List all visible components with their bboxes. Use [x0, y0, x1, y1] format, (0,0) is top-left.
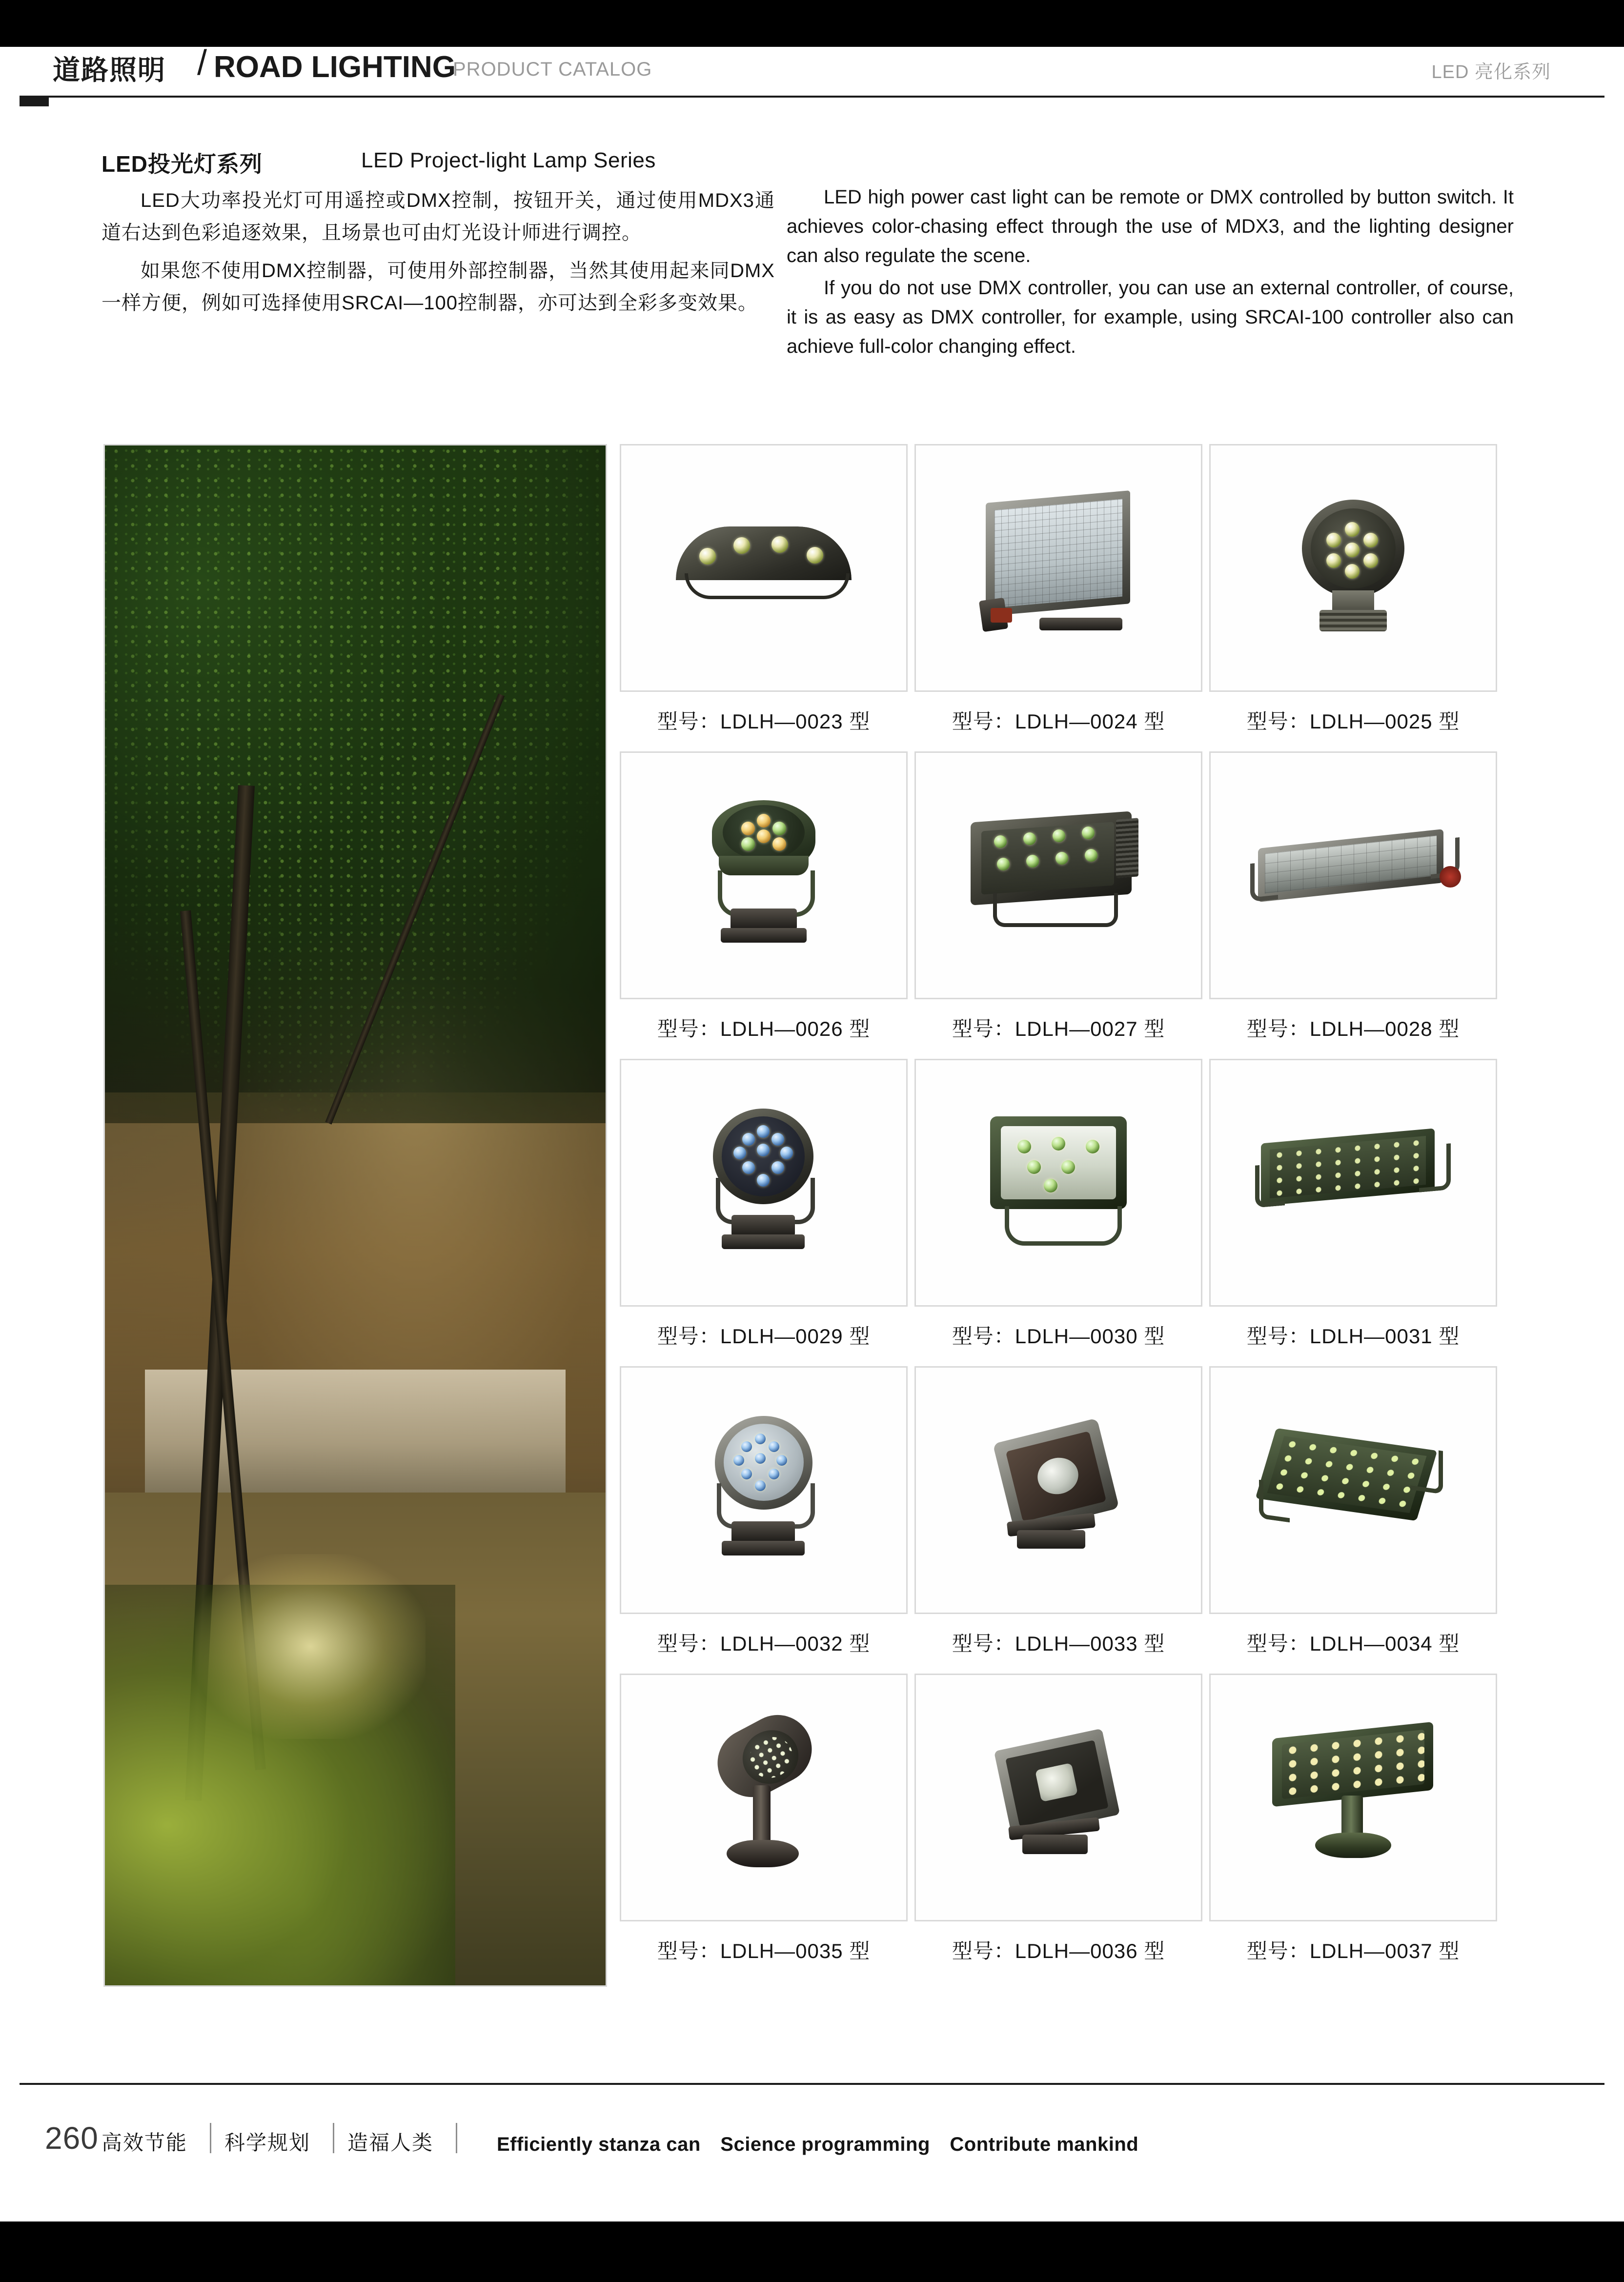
footer-black-bar	[0, 2221, 1624, 2282]
product-cell[interactable]	[620, 1059, 908, 1366]
lamp-tilt-lens	[978, 1417, 1139, 1563]
product-image-frame	[620, 751, 908, 999]
product-cell[interactable]	[620, 1366, 908, 1674]
footer-divider	[20, 2083, 1604, 2085]
product-caption: 型号：LDLH—0031 型	[1246, 1325, 1460, 1348]
product-cell[interactable]	[914, 1366, 1202, 1674]
hero-photo	[103, 444, 607, 1987]
product-image-frame	[1209, 751, 1497, 999]
product-caption: 型号：LDLH—0032 型	[657, 1632, 871, 1655]
intro-en-paragraph-2: If you do not use DMX controller, you can use an external controller, of course, it is as easy as DMX controller, for example, using SRCAI-100 controller also can achieve full-color changing effect.	[787, 277, 1514, 357]
product-image-frame	[914, 1366, 1202, 1614]
lamp-spot-stand	[695, 1717, 832, 1878]
product-caption: 型号：LDLH—0030 型	[952, 1325, 1165, 1348]
product-image-frame	[914, 444, 1202, 692]
product-caption: 型号：LDLH—0026 型	[657, 1017, 871, 1040]
product-grid	[620, 444, 1498, 1981]
footer-separator-3	[456, 2123, 457, 2153]
product-caption: 型号：LDLH—0036 型	[952, 1939, 1165, 1962]
lamp-wall-washer	[1243, 819, 1463, 931]
header-title-zh: 道路照明	[53, 55, 166, 85]
footer-separator-2	[333, 2123, 334, 2153]
product-caption: 型号：LDLH—0027 型	[952, 1017, 1165, 1040]
header-divider	[20, 96, 1604, 98]
footer-separator-1	[210, 2123, 211, 2153]
product-cell[interactable]	[1209, 1366, 1497, 1674]
product-image-frame	[1209, 1674, 1497, 1921]
product-cell[interactable]	[1209, 1059, 1497, 1366]
product-image-frame	[914, 1674, 1202, 1921]
product-caption: 型号：LDLH—0029 型	[657, 1325, 871, 1348]
header-title-en: ROAD LIGHTING	[214, 50, 456, 84]
product-image-frame	[620, 444, 908, 692]
product-caption: 型号：LDLH—0023 型	[657, 710, 871, 733]
product-caption: 型号：LDLH—0037 型	[1246, 1939, 1460, 1962]
header-series-label: LED 亮化系列	[1431, 62, 1551, 82]
product-caption: 型号：LDLH—0033 型	[952, 1632, 1165, 1655]
hero-tree-canopy	[103, 444, 607, 1123]
section-title-zh: LED投光灯系列	[102, 151, 263, 177]
page-number: 260	[45, 2120, 99, 2156]
lamp-green-array	[1248, 1429, 1458, 1551]
product-cell[interactable]	[620, 444, 908, 751]
product-caption: 型号：LDLH—0024 型	[952, 710, 1165, 733]
header-black-bar	[0, 0, 1624, 47]
header-divider-cap	[20, 96, 49, 106]
hero-leaf-texture	[103, 444, 607, 1123]
product-image-frame	[620, 1366, 908, 1614]
intro-zh-paragraph-2: 如果您不使用DMX控制器，可使用外部控制器，当然其使用起来同DMX一样方便，例如可选择使用SRCAI—100控制器，亦可达到全彩多变效果。	[102, 260, 775, 314]
lamp-slim-flood	[980, 1724, 1137, 1871]
intro-chinese-column	[102, 184, 775, 325]
header-subtitle-en: PRODUCT CATALOG	[453, 59, 652, 80]
header-slash: /	[197, 43, 207, 82]
intro-en-paragraph-1: LED high power cast light can be remote or DMX controlled by button switch. It achieves color-chasing effect through the use of MDX3, and the lighting designer can also regulate the scene.	[787, 186, 1514, 266]
product-row	[620, 751, 1498, 1059]
page-footer	[0, 2058, 1624, 2282]
lamp-round-9led	[1287, 495, 1419, 641]
product-image-frame	[620, 1059, 908, 1307]
intro-english-column	[787, 182, 1514, 364]
product-caption: 型号：LDLH—0028 型	[1246, 1017, 1460, 1040]
lamp-array-stand	[1256, 1724, 1451, 1871]
product-image-frame	[914, 751, 1202, 999]
product-cell[interactable]	[914, 444, 1202, 751]
lamp-square-9led	[971, 1110, 1146, 1256]
product-image-frame	[914, 1059, 1202, 1307]
footer-slogan-2: 科学规划	[224, 2131, 311, 2154]
product-row	[620, 1059, 1498, 1366]
footer-slogan-3: 造福人类	[347, 2131, 434, 2154]
product-row	[620, 1366, 1498, 1674]
lamp-box-12led	[961, 807, 1156, 944]
section-title-en: LED Project-light Lamp Series	[361, 148, 656, 172]
product-cell[interactable]	[914, 751, 1202, 1059]
lamp-bar-36led	[1248, 1119, 1458, 1246]
product-caption: 型号：LDLH—0035 型	[657, 1939, 871, 1962]
product-cell[interactable]	[914, 1059, 1202, 1366]
product-cell[interactable]	[1209, 751, 1497, 1059]
product-cell[interactable]	[620, 751, 908, 1059]
product-image-frame	[1209, 1059, 1497, 1307]
product-image-frame	[620, 1674, 908, 1921]
lamp-round-amber	[690, 797, 837, 953]
product-cell[interactable]	[620, 1674, 908, 1981]
hero-ground-light-glow	[195, 1554, 426, 1739]
product-cell[interactable]	[1209, 1674, 1497, 1981]
product-row	[620, 444, 1498, 751]
product-caption: 型号：LDLH—0025 型	[1246, 710, 1460, 733]
intro-zh-paragraph-1: LED大功率投光灯可用遥控或DMX控制，按钮开关，通过使用MDX3通道右达到色彩追逐效果，且场景也可由灯光设计师进行调控。	[102, 190, 775, 243]
product-image-frame	[1209, 1366, 1497, 1614]
product-row	[620, 1674, 1498, 1981]
product-cell[interactable]	[1209, 444, 1497, 751]
lamp-round-blue	[690, 1105, 837, 1261]
product-caption: 型号：LDLH—0034 型	[1246, 1632, 1460, 1655]
product-image-frame	[1209, 444, 1497, 692]
lamp-round-white	[690, 1412, 837, 1568]
footer-slogan-1: 高效节能	[102, 2131, 188, 2154]
page-header	[0, 0, 1624, 106]
lamp-panel-flood	[978, 495, 1139, 641]
footer-slogan-en: Efficiently stanza can Science programming Contribute mankind	[497, 2134, 1139, 2155]
lamp-arc-bar	[676, 526, 852, 609]
product-cell[interactable]	[914, 1674, 1202, 1981]
